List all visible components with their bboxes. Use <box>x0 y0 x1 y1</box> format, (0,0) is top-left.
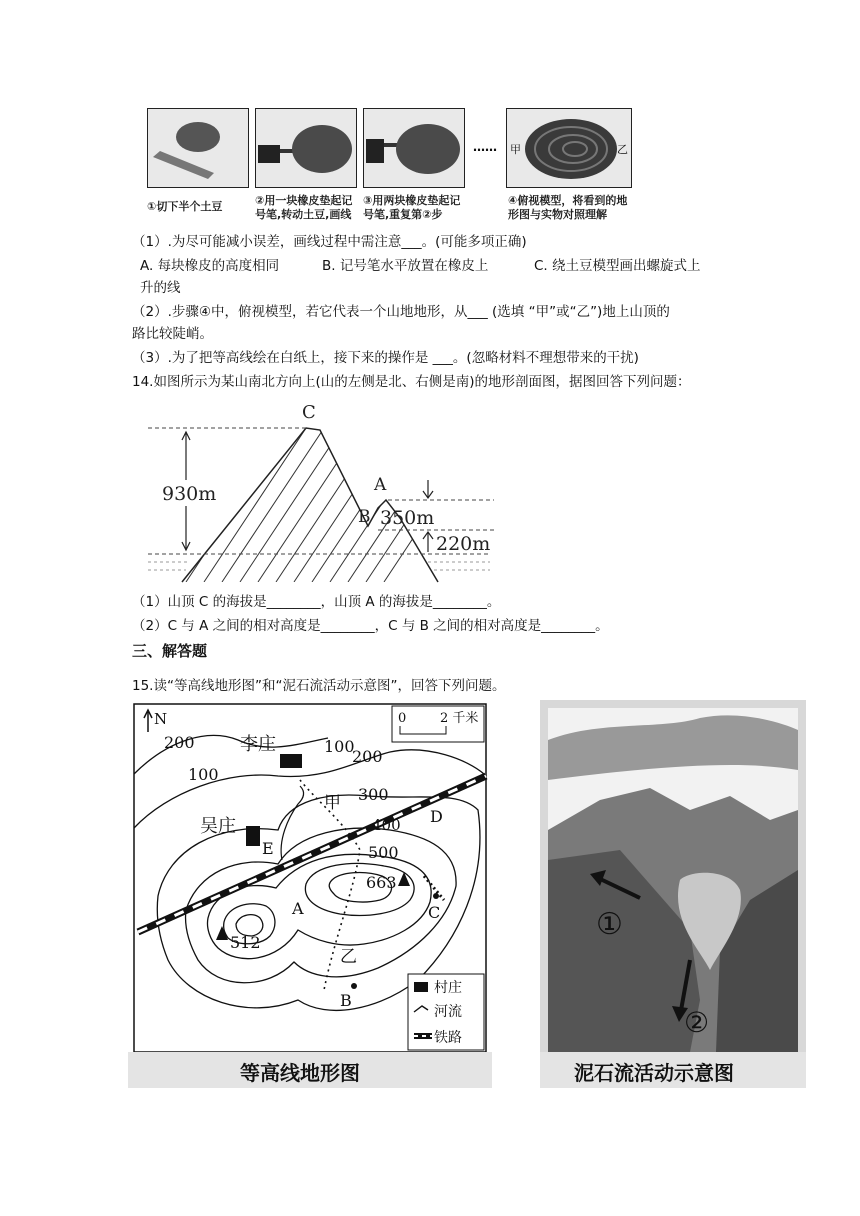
step3-panel <box>363 108 467 226</box>
potato-marker-one-eraser <box>256 109 356 187</box>
q13-item1: （1）.为尽可能减小误差，画线过程中需注意___。(可能多项正确) <box>132 234 527 250</box>
peak-c-label: C <box>302 402 316 423</box>
q14-stem: 14.如图所示为某山南北方向上(山的左侧是北、右侧是南)的地形剖面图，据图回答下列问题： <box>132 374 691 390</box>
step2-caption: ②用一块橡皮垫起记号笔,转动土豆,画线 <box>255 194 353 221</box>
debris-flow-figure <box>540 700 806 1090</box>
contour-map-figure <box>128 700 492 1090</box>
q13-item2-cont: 路比较陡峭。 <box>132 326 213 342</box>
saddle-b-label: B <box>358 507 371 527</box>
debris-title: 泥石流活动示意图 <box>574 1061 734 1085</box>
terrain-profile-figure <box>138 396 498 588</box>
q14-item1: （1）山顶 C 的海拔是________，山顶 A 的海拔是________。 <box>132 594 501 610</box>
legend-river: 河流 <box>434 1004 462 1020</box>
q13-option-c-cont: 升的线 <box>140 280 181 296</box>
step1-caption: ①切下半个土豆 <box>147 200 223 213</box>
contour-200-right: 200 <box>352 747 383 766</box>
q15-stem: 15.读“等高线地形图”和“泥石流活动示意图”，回答下列问题。 <box>132 678 506 694</box>
step1-panel <box>147 108 251 226</box>
contour-500: 500 <box>368 843 399 862</box>
legend-railway: 铁路 <box>434 1030 462 1046</box>
ellipsis: …… <box>473 140 497 154</box>
point-b-label: B <box>340 991 352 1010</box>
arrow-1-label: ① <box>596 907 623 942</box>
point-d-label: D <box>430 807 443 826</box>
arrow-2-label: ② <box>684 1006 710 1039</box>
peak-663-label: 663 <box>366 873 397 892</box>
legend-village: 村庄 <box>434 980 462 996</box>
q13-option-c: C. 绕土豆模型画出螺旋式上 <box>534 258 701 274</box>
q14-item2: （2）C 与 A 之间的相对高度是________，C 与 B 之间的相对高度是________。 <box>132 618 609 634</box>
north-label: N <box>154 710 168 728</box>
potato-contour-model <box>507 109 631 187</box>
peak-a-label: A <box>374 475 387 495</box>
potato-marker-two-erasers <box>364 109 464 187</box>
point-c-label: C <box>428 903 441 922</box>
label-jia: 甲 <box>324 793 341 813</box>
section-heading: 三、解答题 <box>132 642 208 660</box>
lizhuang-label: 李庄 <box>240 734 276 755</box>
step3-caption: ③用两块橡皮垫起记号笔,重复第②步 <box>363 194 461 221</box>
label-yi: 乙 <box>617 143 628 156</box>
height-930-label: 930m <box>162 483 217 505</box>
label-yi: 乙 <box>340 947 357 967</box>
scale-two-km: 2 千米 <box>440 711 479 726</box>
contour-400: 400 <box>372 816 401 834</box>
label-jia: 甲 <box>510 143 521 156</box>
wuzhuang-village-icon <box>246 826 260 846</box>
contour-200-left: 200 <box>164 733 195 752</box>
height-350-label: 350m <box>380 507 435 529</box>
step4-panel <box>506 108 634 226</box>
legend-village-icon <box>414 982 428 992</box>
q13-item2: （2）.步骤④中，俯视模型，若它代表一个山地地形，从___ (选填 “甲”或“乙”)地上山顶的 <box>132 304 670 320</box>
step2-panel <box>255 108 359 226</box>
contour-100-left: 100 <box>188 765 219 784</box>
contour-300: 300 <box>358 785 389 804</box>
scale-zero: 0 <box>398 711 407 726</box>
q13-option-b: B. 记号笔水平放置在橡皮上 <box>322 258 489 274</box>
q13-item3: （3）.为了把等高线绘在白纸上，接下来的操作是 ___。(忽略材料不理想带来的干扰) <box>132 350 639 366</box>
q13-option-a: A. 每块橡皮的高度相同 <box>140 258 280 274</box>
potato-half-illustration <box>148 109 248 187</box>
lizhuang-village-icon <box>280 754 302 768</box>
point-a-label: A <box>292 899 304 918</box>
wuzhuang-label: 吴庄 <box>200 816 236 837</box>
map-title: 等高线地形图 <box>240 1061 360 1085</box>
peak-512-label: 512 <box>230 933 261 952</box>
point-e-label: E <box>262 839 274 858</box>
height-220-label: 220m <box>436 533 491 555</box>
contour-100-right: 100 <box>324 737 355 756</box>
step4-caption: ④俯视模型，将看到的地形图与实物对照理解 <box>508 194 628 221</box>
